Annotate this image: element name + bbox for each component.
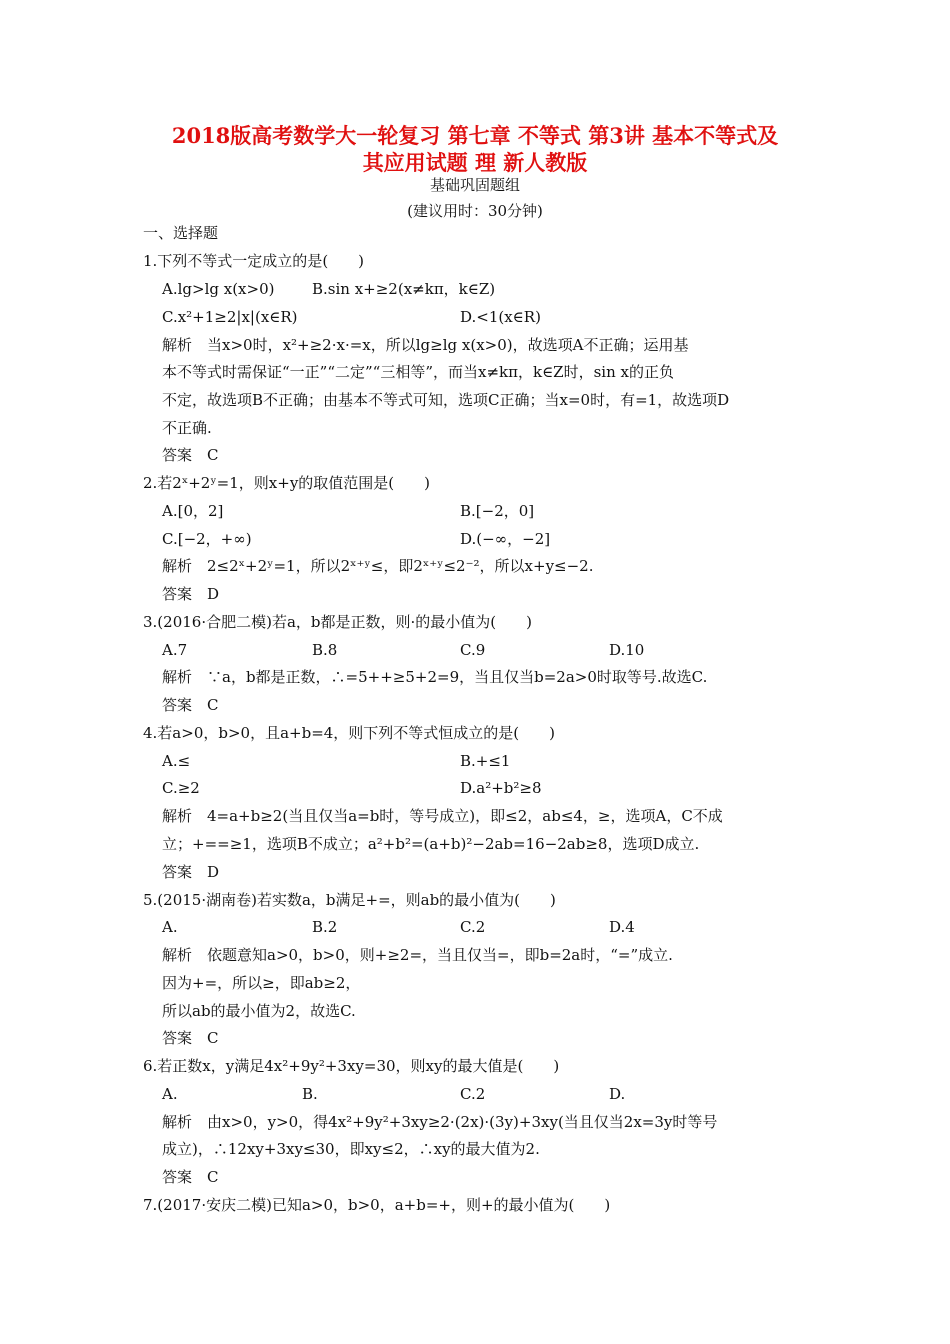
question-3-option-a: A.7: [162, 641, 188, 659]
document-title-line-2: 其应用试题 理 新人教版: [362, 150, 588, 175]
question-1-analysis-line-1: 解析 当x>0时，x²+≥2·x·=x，所以lg≥lg x(x>0)，故选项A不正确；运用基: [162, 336, 689, 354]
question-4-analysis-line-2: 立；+==≥1，选项B不成立；a²+b²=(a+b)²−2ab=16−2ab≥8，选项D成立.: [162, 835, 700, 853]
question-3-option-d: D.10: [609, 641, 645, 659]
question-2-option-a: A.[0，2]: [162, 502, 224, 520]
question-3-answer: 答案 C: [162, 696, 219, 714]
question-2-stem: 2.若2ˣ+2ʸ=1，则x+y的取值范围是( ): [143, 474, 430, 492]
question-6-analysis-line-1: 解析 由x>0，y>0，得4x²+9y²+3xy≥2·(2x)·(3y)+3xy(当且仅当2x=3y时等号: [162, 1113, 718, 1131]
question-6-analysis-line-2: 成立)，∴12xy+3xy≤30，即xy≤2，∴xy的最大值为2.: [162, 1140, 540, 1158]
question-3-stem: 3.(2016·合肥二模)若a，b都是正数，则·的最小值为( ): [143, 613, 532, 631]
question-5-option-d: D.4: [609, 918, 635, 936]
question-1-analysis-line-4: 不正确.: [162, 419, 212, 437]
section-heading: 一、选择题: [143, 224, 219, 242]
question-4-analysis-line-1: 解析 4=a+b≥2(当且仅当a=b时，等号成立)，即≤2，ab≤4，≥，选项A，C不成: [162, 807, 723, 825]
question-4-answer: 答案 D: [162, 863, 220, 881]
question-1-answer: 答案 C: [162, 446, 219, 464]
question-2-answer: 答案 D: [162, 585, 220, 603]
question-3-option-c: C.9: [460, 641, 486, 659]
subtitle: 基础巩固题组: [429, 176, 520, 194]
question-2-option-d: D.(−∞，−2]: [460, 530, 551, 548]
question-1-analysis-line-3: 不定，故选项B不正确；由基本不等式可知，选项C正确；当x=0时，有=1，故选项D: [162, 391, 730, 409]
question-5-analysis-line-3: 所以ab的最小值为2，故选C.: [162, 1002, 356, 1020]
question-1-option-c: C.x²+1≥2|x|(x∈R): [162, 308, 298, 326]
question-1-analysis-line-2: 本不等式时需保证“一正”“二定”“三相等”，而当x≠kπ，k∈Z时，sin x的正负: [162, 363, 674, 381]
question-5-option-a: A.: [162, 918, 178, 936]
question-5-answer: 答案 C: [162, 1029, 219, 1047]
question-4-stem: 4.若a>0，b>0，且a+b=4，则下列不等式恒成立的是( ): [143, 724, 556, 742]
question-2-option-b: B.[−2，0]: [460, 502, 535, 520]
question-1-option-b: B.sin x+≥2(x≠kπ，k∈Z): [312, 280, 496, 298]
question-5-option-c: C.2: [460, 918, 486, 936]
question-5-stem: 5.(2015·湖南卷)若实数a，b满足+=，则ab的最小值为( ): [143, 891, 556, 909]
question-2-option-c: C.[−2，+∞): [162, 530, 252, 548]
question-6-option-a: A.: [162, 1085, 178, 1103]
question-3-option-b: B.8: [312, 641, 338, 659]
question-4-option-a: A.≤: [162, 752, 191, 770]
question-4-option-b: B.+≤1: [460, 752, 511, 770]
question-5-analysis-line-2: 因为+=，所以≥，即ab≥2，: [162, 974, 361, 992]
question-1-stem: 1.下列不等式一定成立的是( ): [143, 252, 365, 270]
question-2-analysis: 解析 2≤2ˣ+2ʸ=1，所以2ˣ⁺ʸ≤，即2ˣ⁺ʸ≤2⁻²，所以x+y≤−2.: [162, 557, 594, 575]
question-5-analysis-line-1: 解析 依题意知a>0，b>0，则+≥2=，当且仅当=，即b=2a时，“=”成立.: [162, 946, 673, 964]
question-5-option-b: B.2: [312, 918, 338, 936]
question-6-stem: 6.若正数x，y满足4x²+9y²+3xy=30，则xy的最大值是( ): [143, 1057, 560, 1075]
document-title-line-1: 2018版高考数学大一轮复习 第七章 不等式 第3讲 基本不等式及: [171, 123, 779, 148]
question-3-analysis: 解析 ∵a，b都是正数，∴=5++≥5+2=9，当且仅当b=2a>0时取等号.故选C.: [162, 668, 708, 686]
question-6-option-d: D.: [609, 1085, 626, 1103]
question-6-option-c: C.2: [460, 1085, 486, 1103]
question-7-stem: 7.(2017·安庆二模)已知a>0，b>0，a+b=+，则+的最小值为( ): [143, 1196, 611, 1214]
question-6-option-b: B.: [302, 1085, 318, 1103]
question-1-option-d: D.<1(x∈R): [460, 308, 541, 326]
question-6-answer: 答案 C: [162, 1168, 219, 1186]
time-note: (建议用时：30分钟): [407, 202, 543, 220]
question-4-option-d: D.a²+b²≥8: [460, 779, 542, 797]
question-4-option-c: C.≥2: [162, 779, 200, 797]
question-1-option-a: A.lg>lg x(x>0): [162, 280, 275, 298]
